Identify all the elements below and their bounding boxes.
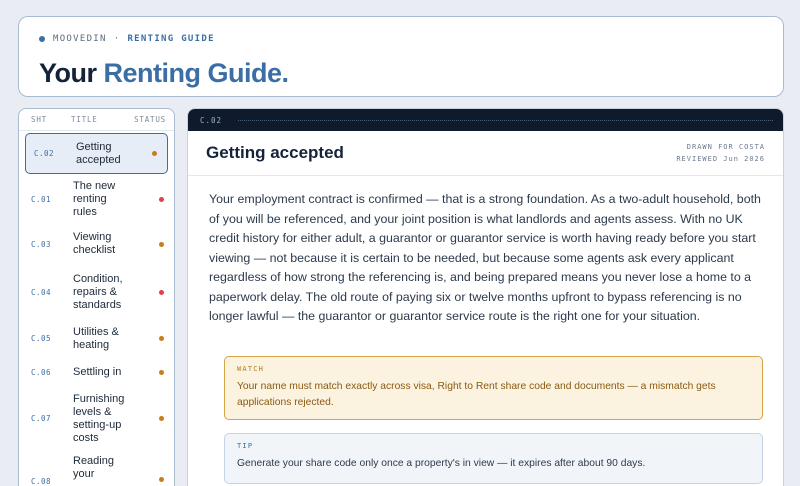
sidebar-item-condition-repairs[interactable] [19, 264, 174, 320]
sidebar-item-label: Viewing checklist [73, 231, 116, 256]
status-dot-icon [159, 370, 164, 375]
breadcrumb-separator: · [113, 34, 121, 44]
callout-text: Generate your share code only once a property's in view — it expires after about 90 days. [237, 458, 646, 469]
sheet-code: C.01 [31, 194, 52, 204]
drawn-for: DRAWN FOR COSTA [686, 143, 765, 151]
body-paragraph: Your employment contract is confirmed — that is a strong foundation. As a two-adult household, both of you will be referenced, and your joint position is what landlords and agents assess. With no UK credit history for either adult, a guarantor or guarantor service is worth having ready before you start viewing — not because it is certain to be needed, but because some agents ask every applicant regardless of how strong the referencing is, and being prepared means you never lose a home to a paperwork delay. The old route of paying six or twelve months upfront to bypass referencing is no longer lawful — the guarantor or guarantor service route is the right one for your situation. [209, 192, 761, 323]
status-dot-icon [159, 477, 164, 482]
sidebar-item-label: Furnishing levels & setting-up costs [73, 392, 125, 444]
sidebar-item-utilities-heating[interactable] [19, 320, 174, 357]
callout-tag: WATCH [237, 365, 265, 373]
sidebar-item-label: Condition, repairs & standards [73, 272, 123, 311]
sidebar-item-settling-in[interactable] [19, 357, 174, 387]
tip-callout [224, 433, 763, 484]
sheet-code: C.03 [31, 239, 52, 249]
sidebar-item-label: Reading your [73, 455, 114, 480]
status-dot-icon [159, 242, 164, 247]
sheet-code: C.02 [34, 149, 55, 158]
panel-divider [238, 120, 773, 121]
watch-callout [224, 356, 763, 420]
sidebar-column-headers [19, 109, 174, 131]
page-title [39, 58, 783, 89]
sidebar-item-furnishing-levels[interactable] [19, 387, 174, 450]
panel-sheet-code: C.02 [200, 115, 223, 125]
sidebar-item-getting-accepted[interactable] [25, 133, 168, 174]
status-dot-icon [159, 336, 164, 341]
sheet-code: C.06 [31, 367, 52, 377]
header-card [18, 16, 784, 97]
sidebar-item-new-renting-rules[interactable] [19, 174, 174, 224]
sheet-code: C.08 [31, 477, 52, 486]
column-sht: SHT [31, 115, 47, 124]
brand-dot-icon [39, 36, 45, 42]
status-dot-icon [152, 151, 157, 156]
sidebar-item-label: Utilities & heating [73, 325, 119, 351]
content-panel [187, 108, 784, 486]
sheet-code: C.07 [31, 414, 52, 423]
title-prefix: Your [39, 58, 97, 88]
column-title: TITLE [71, 115, 98, 124]
sidebar-item-label: Getting accepted [76, 140, 121, 166]
callout-tag: TIP [237, 442, 254, 450]
sidebar [18, 108, 175, 486]
breadcrumb [39, 34, 783, 44]
brand-name[interactable]: MOOVEDIN [53, 34, 107, 44]
panel-meta [676, 141, 765, 165]
sidebar-item-viewing-checklist[interactable] [19, 224, 174, 264]
sidebar-item-label: Settling in [73, 365, 122, 378]
column-status: STATUS [134, 115, 166, 124]
status-dot-icon [159, 416, 164, 421]
status-dot-icon [159, 290, 164, 295]
title-accent: Renting Guide. [103, 58, 289, 88]
status-dot-icon [159, 197, 164, 202]
panel-title: Getting accepted [206, 143, 344, 162]
callout-text: Your name must match exactly across visa, Right to Rent share code and documents — a mismatch gets applications rejected. [237, 381, 716, 408]
section-name[interactable]: RENTING GUIDE [127, 34, 215, 44]
sidebar-item-reading-your[interactable] [19, 450, 174, 486]
sheet-code: C.05 [31, 334, 52, 343]
panel-top-bar [188, 109, 783, 131]
panel-header [188, 131, 783, 176]
sidebar-item-label: The new renting rules [73, 179, 116, 218]
sheet-code: C.04 [31, 287, 52, 297]
reviewed-date: REVIEWED Jun 2026 [676, 155, 765, 163]
